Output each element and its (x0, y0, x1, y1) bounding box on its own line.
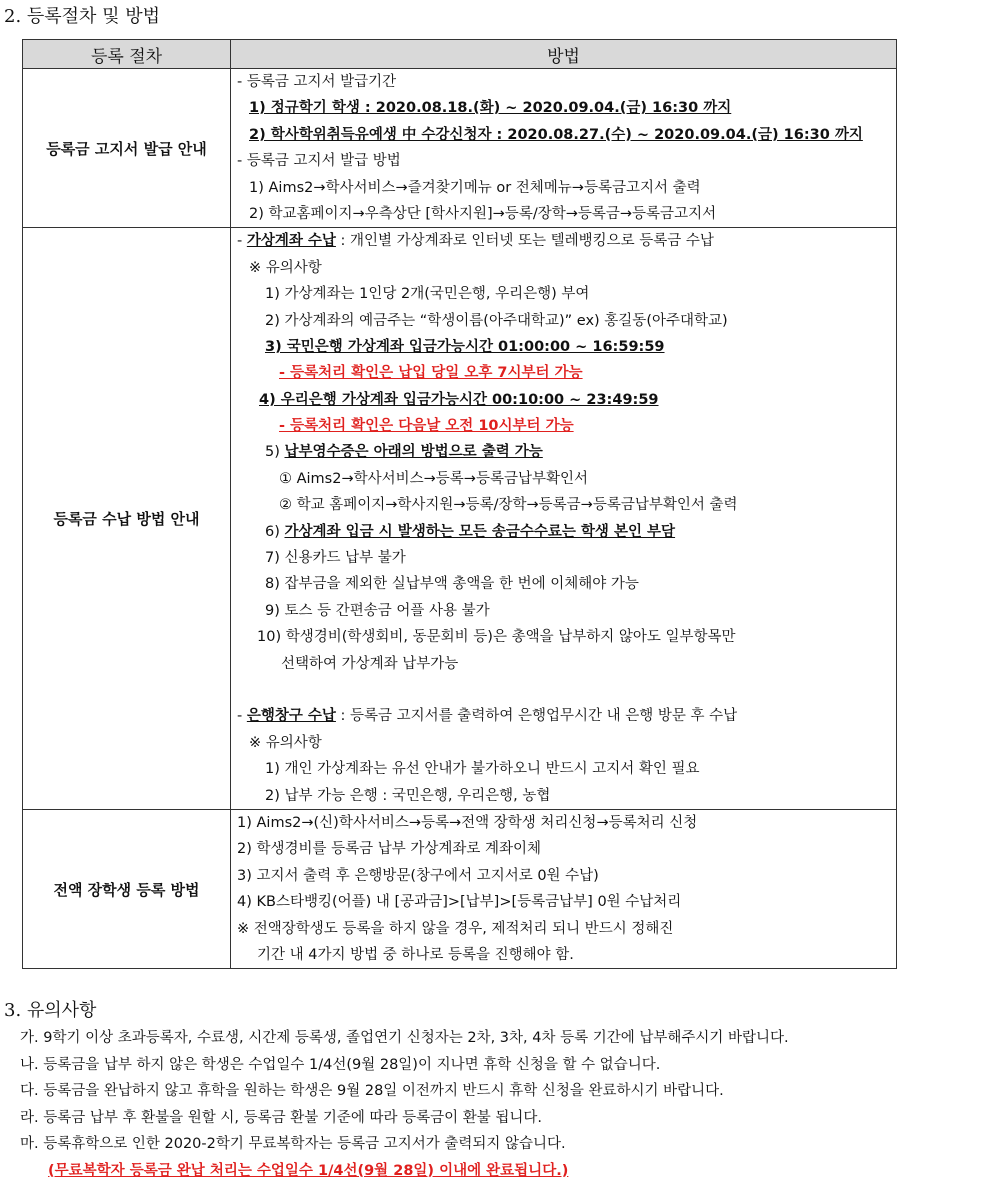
table-header-row (23, 40, 897, 69)
section-3-title: 3. 유의사항 (4, 1000, 97, 1021)
header-method: 방법 (231, 40, 897, 69)
registration-table (22, 39, 897, 969)
row-content-scholarship (231, 809, 897, 968)
list-item: 가. 9학기 이상 초과등록자, 수료생, 시간제 등록생, 졸업연기 신청자는 2차, 3차, 4차 등록 기간에 납부해주시기 바랍니다. (20, 1030, 789, 1046)
va-item-4: 4) 우리은행 가상계좌 입금가능시간 00:10:00 ~ 23:49:59 (259, 391, 659, 408)
list-item: 라. 등록금 납부 후 환불을 원할 시, 등록금 환불 기준에 따라 등록금이 환불 됩니다. (20, 1109, 542, 1126)
row-label-scholarship: 전액 장학생 등록 방법 (23, 809, 231, 968)
invoice-period-regular: 1) 정규학기 학생 : 2020.08.18.(화) ~ 2020.09.04.(금) 16:30 까지 (249, 100, 732, 117)
caution-label: ※ 유의사항 (249, 259, 322, 276)
scholarship-item-2: 2) 학생경비를 등록금 납부 가상계좌로 계좌이체 (237, 841, 542, 858)
bank-item-1: 1) 개인 가상계좌는 유선 안내가 불가하오니 반드시 고지서 확인 필요 (265, 761, 700, 778)
bank-item-2: 2) 납부 가능 은행 : 국민은행, 우리은행, 농협 (265, 787, 551, 804)
va-item-5b: ② 학교 홈페이지→학사지원→등록/장학→등록금→등록금납부확인서 출력 (279, 497, 738, 514)
row-content-payment (231, 228, 897, 810)
bank-counter-heading: - 은행창구 수납 : 등록금 고지서를 출력하여 은행업무시간 내 은행 방문 후 수납 (237, 708, 738, 725)
va-item-5a: ① Aims2→학사서비스→등록→등록금납부확인서 (279, 470, 589, 487)
caution-label-2: ※ 유의사항 (249, 734, 322, 751)
notes-highlight: (무료복학자 등록금 완납 처리는 수업일수 1/4선(9월 28일) 이내에 완료됩니다.) (48, 1162, 569, 1179)
va-item-3: 3) 국민은행 가상계좌 입금가능시간 01:00:00 ~ 16:59:59 (265, 338, 665, 355)
table-row (23, 809, 897, 968)
invoice-method-homepage: 2) 학교홈페이지→우측상단 [학사지원]→등록/장학→등록금→등록금고지서 (249, 205, 717, 222)
scholarship-item-1: 1) Aims2→(신)학사서비스→등록→전액 장학생 처리신청→등록처리 신청 (237, 814, 698, 831)
spacer (231, 677, 896, 703)
row-content-invoice (231, 69, 897, 228)
scholarship-warning: ※ 전액장학생도 등록을 하지 않을 경우, 제적처리 되니 반드시 정해진 (237, 920, 674, 937)
scholarship-item-3: 3) 고지서 출력 후 은행방문(창구에서 고지서로 0원 수납) (237, 867, 599, 884)
va-item-3-note: - 등록처리 확인은 납입 당일 오후 7시부터 가능 (279, 365, 583, 382)
virtual-account-heading: - 가상계좌 수납 : 개인별 가상계좌로 인터넷 또는 텔레뱅킹으로 등록금 수납 (237, 233, 714, 250)
section-2-title: 2. 등록절차 및 방법 (4, 6, 161, 27)
va-item-6: 6) 가상계좌 입금 시 발생하는 모든 송금수수료는 학생 본인 부담 (265, 523, 676, 540)
va-item-9: 9) 토스 등 간편송금 어플 사용 불가 (265, 602, 490, 619)
va-item-2: 2) 가상계좌의 예금주는 “학생이름(아주대학교)” ex) 홍길동(아주대학교) (265, 312, 728, 329)
table-row (23, 69, 897, 228)
va-item-8: 8) 잡부금을 제외한 실납부액 총액을 한 번에 이체해야 가능 (265, 576, 639, 593)
invoice-method-heading: - 등록금 고지서 발급 방법 (237, 153, 401, 170)
va-item-5: 5) 납부영수증은 아래의 방법으로 출력 가능 (265, 444, 543, 461)
va-item-10: 10) 학생경비(학생회비, 동문회비 등)은 총액을 납부하지 않아도 일부항목만 (257, 629, 736, 646)
invoice-period-heading: - 등록금 고지서 발급기간 (237, 74, 397, 90)
row-label-payment: 등록금 수납 방법 안내 (23, 228, 231, 810)
va-item-7: 7) 신용카드 납부 불가 (265, 550, 406, 567)
list-item: 나. 등록금을 납부 하지 않은 학생은 수업일수 1/4선(9월 28일)이 지나면 휴학 신청을 할 수 없습니다. (20, 1056, 661, 1073)
bank-counter-title: 은행창구 수납 (246, 708, 336, 725)
scholarship-warning-cont: 기간 내 4가지 방법 중 하나로 등록을 진행해야 함. (257, 946, 574, 963)
table-row (23, 228, 897, 810)
va-item-1: 1) 가상계좌는 1인당 2개(국민은행, 우리은행) 부여 (265, 286, 590, 303)
invoice-method-aims: 1) Aims2→학사서비스→즐겨찾기메뉴 or 전체메뉴→등록금고지서 출력 (249, 179, 701, 196)
va-item-10-cont: 선택하여 가상계좌 납부가능 (281, 655, 459, 672)
virtual-account-title: 가상계좌 수납 (246, 233, 336, 250)
header-procedure: 등록 절차 (23, 40, 231, 69)
list-item: 마. 등록휴학으로 인한 2020-2학기 무료복학자는 등록금 고지서가 출력되지 않습니다. (20, 1136, 566, 1152)
row-label-invoice: 등록금 고지서 발급 안내 (23, 69, 231, 228)
list-item: 다. 등록금을 완납하지 않고 휴학을 원하는 학생은 9월 28일 이전까지 반드시 휴학 신청을 완료하시기 바랍니다. (20, 1083, 724, 1099)
va-item-4-note: - 등록처리 확인은 다음날 오전 10시부터 가능 (279, 418, 574, 435)
invoice-period-deferred: 2) 학사학위취득유예생 中 수강신청자 : 2020.08.27.(수) ~ 2020.09.04.(금) 16:30 까지 (249, 126, 863, 143)
notes-list (20, 1025, 789, 1184)
scholarship-item-4: 4) KB스타뱅킹(어플) 내 [공과금]>[납부]>[등록금납부] 0원 수납처리 (237, 894, 682, 911)
